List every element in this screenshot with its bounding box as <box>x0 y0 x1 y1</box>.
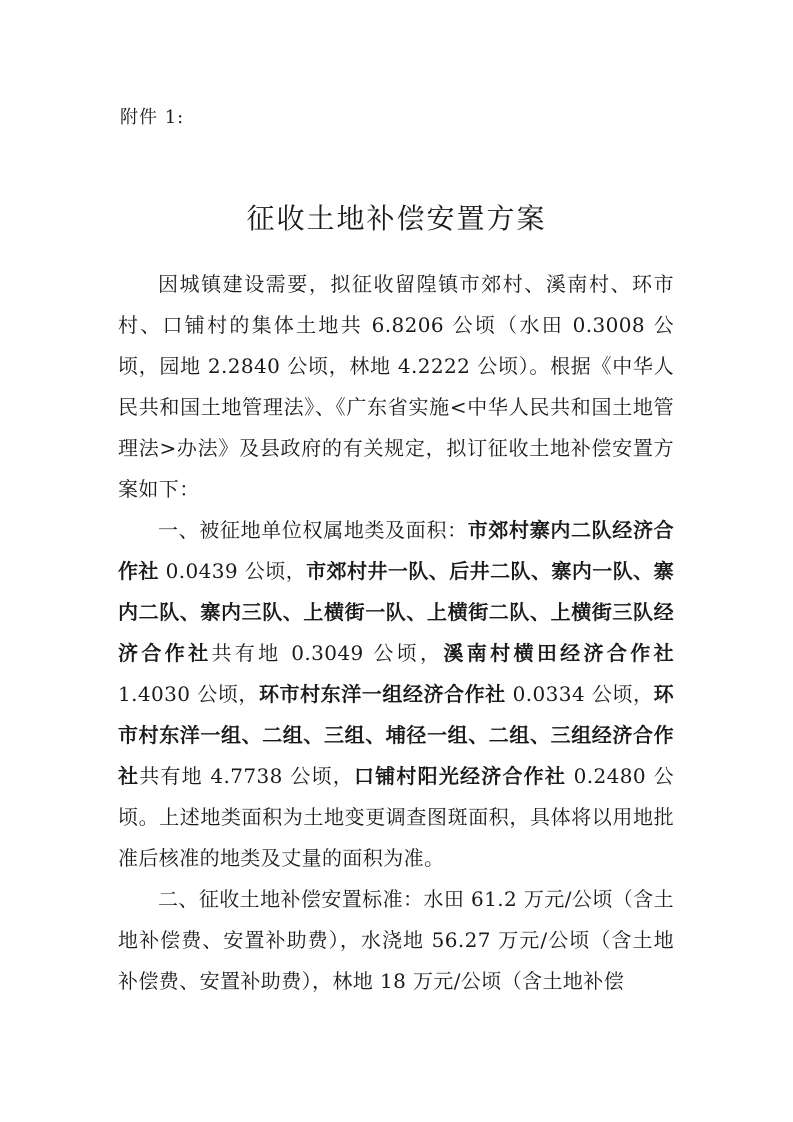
attachment-label: 附件 1: <box>120 107 185 128</box>
text-segment: 1.4030 公顷， <box>118 682 259 706</box>
document-title: 征收土地补偿安置方案 <box>246 201 547 235</box>
paragraph-land-ownership <box>118 510 674 879</box>
cooperative-name: 市郊村寨内二队经济合作社 <box>118 518 674 583</box>
text-segment: 一、被征地单位权属地类及面积： <box>158 518 468 542</box>
cooperative-name: 口铺村阳光经济合作社 <box>354 764 567 788</box>
text-segment: 0.0334 公顷， <box>505 682 654 706</box>
text-segment: 因城镇建设需要，拟征收留隍镇市郊村、溪南村、环市村、口铺村的集体土地共 6.8206 公顷（水田 0.3008 公顷，园地 2.2840 公顷，林地 4.2222 公顷）。根据《中华人民共和国土地管理法》、《广东省实施<中华人民共和国土地管理法>办法》及县政府的有关规定，拟订征收土地补偿安置方案如下： <box>118 272 674 501</box>
text-segment: 共有地 0.3049 公顷， <box>211 641 444 665</box>
cooperative-name: 环市村东洋一组经济合作社 <box>258 682 506 706</box>
paragraph-intro <box>118 264 674 510</box>
text-segment: 共有地 4.7738 公顷， <box>139 764 354 788</box>
text-segment: 0.0439 公顷， <box>158 559 307 583</box>
paragraph-compensation-standard <box>118 879 674 1002</box>
text-segment: 0.2480 公顷。上述地类面积为土地变更调查图斑面积，具体将以用地批准后核准的地类及丈量的面积为准。 <box>118 764 675 870</box>
cooperative-name: 溪南村横田经济合作社 <box>443 641 675 665</box>
cooperative-name: 环市村东洋一组、二组、三组、埔径一组、二组、三组经济合作社 <box>118 682 674 788</box>
cooperative-name: 市郊村井一队、后井二队、寨内一队、寨内二队、寨内三队、上横街一队、上横街二队、上横街三队经济合作社 <box>118 559 674 665</box>
text-segment: 二、征收土地补偿安置标准：水田 61.2 万元/公顷（含土地补偿费、安置补助费），水浇地 56.27 万元/公顷（含土地补偿费、安置补助费），林地 18 万元/公顷（含土地补偿 <box>118 887 674 993</box>
document-body <box>118 264 674 1002</box>
